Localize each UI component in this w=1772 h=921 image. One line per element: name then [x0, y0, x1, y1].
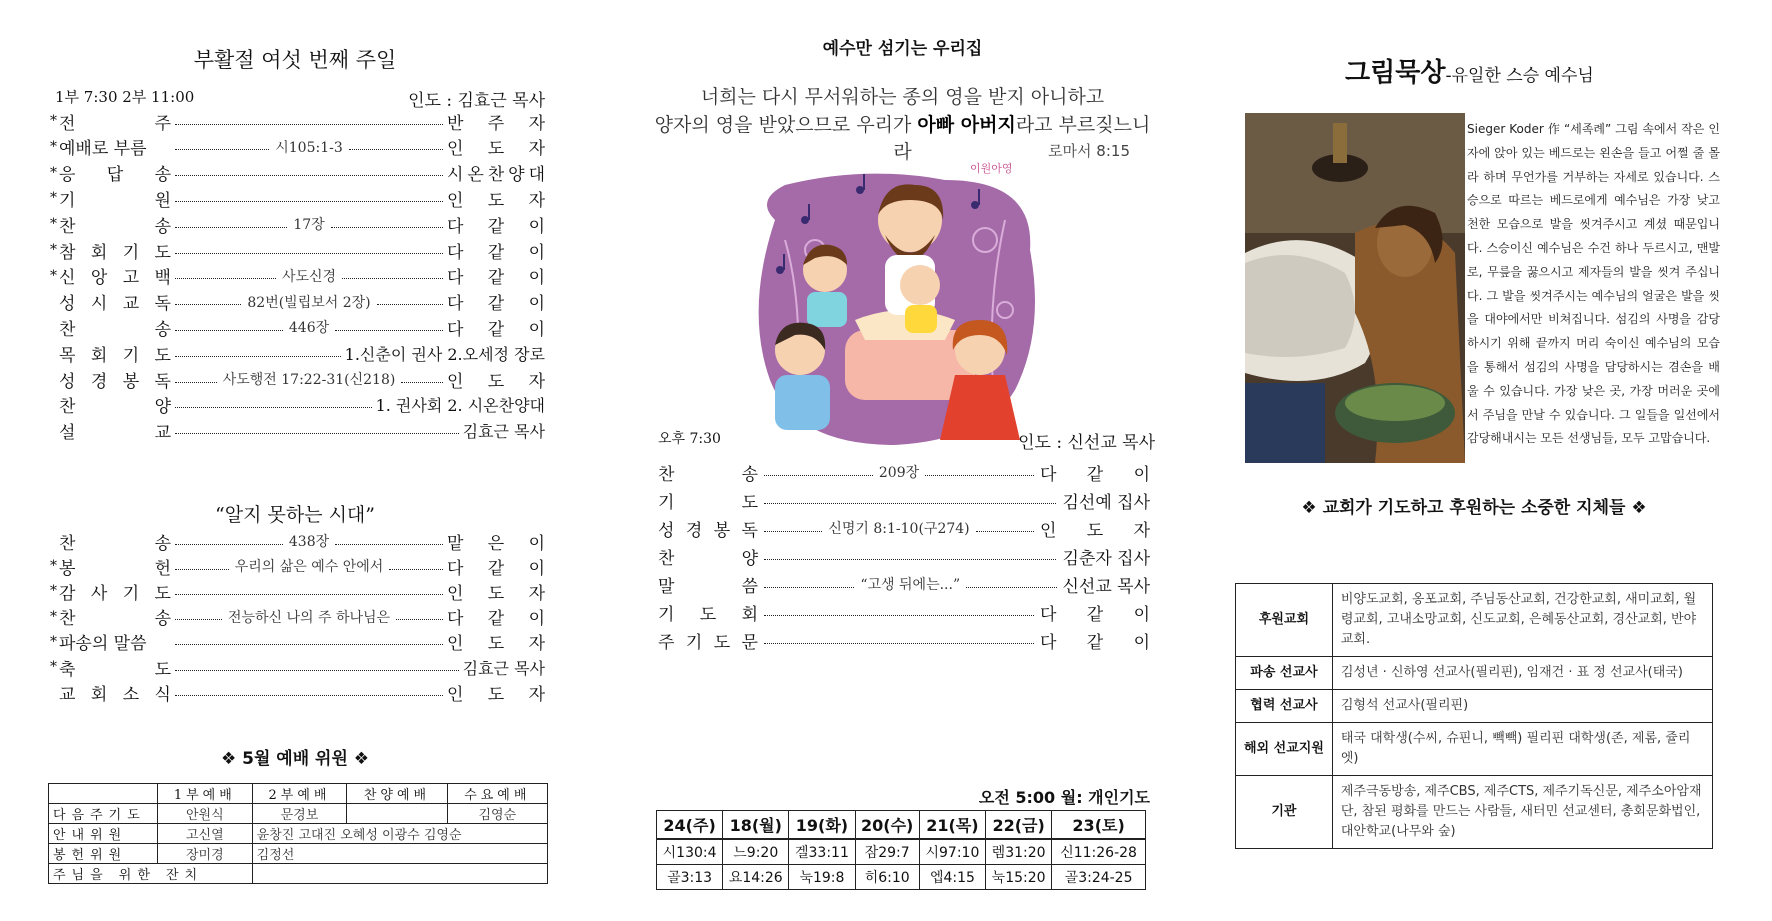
leader-dots	[175, 664, 459, 671]
duty-cell: 장미경	[158, 844, 253, 864]
standing-mark: *	[50, 216, 57, 233]
order-row	[45, 528, 545, 554]
order-item-name: 찬 양	[658, 548, 758, 569]
duty-cell: 고신열	[158, 824, 253, 844]
order-item-name: 신 앙 고 백	[59, 268, 171, 289]
order-item-content: 시105:1-3	[275, 139, 343, 156]
support-category: 파송 선교사	[1236, 657, 1333, 690]
order-item-name: 찬 송	[59, 533, 171, 554]
order-item-name: 성 경 봉 독	[59, 371, 171, 392]
order-item-name: 말 씀	[658, 576, 758, 597]
order-item-leader: 맡 은 이	[447, 533, 545, 554]
order-item-content: 전능하신 나의 주 하나님은	[227, 609, 391, 626]
leader-dots	[175, 607, 443, 627]
duty-cell: 안원식	[158, 804, 253, 824]
support-category: 협력 선교사	[1236, 690, 1333, 723]
duty-header: 2부예배	[252, 784, 347, 804]
leader-dots	[764, 574, 1056, 594]
order-item-leader: 김선예 집사	[1062, 492, 1150, 513]
duty-row-label: 봉헌위원	[49, 844, 158, 864]
order-item-leader: 반 주 자	[447, 113, 545, 134]
support-entries: 제주극동방송, 제주CBS, 제주CTS, 제주기독신문, 제주소아암재단, 참된 평화를 만드는 사람들, 새터민 선교센터, 총회문화법인, 대안학교(나무와 숲)	[1332, 776, 1712, 849]
order-row	[650, 626, 1150, 654]
order-item-name: 파송의 말씀	[59, 634, 147, 655]
verse-line-1: 너희는 다시 무서워하는 종의 영을 받지 아니하고	[700, 86, 1105, 108]
duty-row-label: 안내위원	[49, 824, 158, 844]
leader-dots	[764, 553, 1056, 560]
order-item-leader: 시 온 찬 양 대	[447, 165, 545, 186]
leader-dots	[175, 369, 443, 389]
duty-table	[48, 783, 548, 884]
order-item-name: 교 회 소 식	[59, 684, 171, 705]
standing-mark: *	[50, 190, 57, 207]
duty-cell: 김정선	[252, 844, 547, 864]
leader-dots	[175, 556, 443, 576]
standing-mark: *	[50, 113, 57, 129]
order-item-name: 목 회 기 도	[59, 345, 171, 366]
leader-dots	[175, 317, 443, 337]
leader-dots	[175, 247, 443, 254]
leader-dots	[175, 427, 459, 434]
daily-reading-table	[656, 810, 1146, 890]
support-category: 해외 선교지원	[1236, 723, 1333, 776]
order-row	[45, 654, 545, 680]
leader-dots	[764, 609, 1034, 616]
leader-dots	[764, 497, 1056, 504]
leader-dots	[175, 266, 443, 286]
order-item-name: 참 회 기 도	[59, 242, 171, 263]
meditation-text	[1245, 118, 1720, 463]
order-item-name: 기 도 회	[658, 604, 758, 625]
reading-1: 잠29:7	[855, 839, 919, 865]
support-entries: 비양도교회, 옹포교회, 주님동산교회, 건강한교회, 새미교회, 월령교회, 고내소망교회, 신도교회, 은혜동산교회, 경산교회, 반야교회.	[1332, 584, 1712, 657]
order-item-name: 설 교	[59, 423, 171, 444]
order-item-leader: 다 같 이	[447, 294, 545, 315]
illustration-signature: 이원아영	[970, 162, 1013, 175]
verse-reference: 로마서 8:15	[1048, 142, 1130, 160]
order-item-content: “고생 뒤에는...”	[860, 577, 961, 593]
order-row	[650, 598, 1150, 626]
order-item-name: 예배로 부름	[59, 139, 147, 160]
order-item-content: 446장	[288, 320, 330, 337]
order-row	[45, 160, 545, 186]
order-row	[45, 629, 545, 655]
order-row	[650, 458, 1150, 486]
reading-2: 눅19:8	[789, 865, 855, 890]
order-item-content: 우리의 삶은 예수 안에서	[234, 559, 384, 576]
order-item-leader: 인 도 자	[447, 371, 545, 392]
standing-mark: *	[50, 608, 57, 625]
week-day: 24(주)	[657, 811, 723, 840]
reading-2: 골3:24-25	[1052, 865, 1146, 890]
order-item-leader: 다 같 이	[447, 216, 545, 237]
support-row	[1236, 690, 1713, 723]
duty-row-label: 주님을 위한 잔치	[49, 864, 253, 884]
duty-header-blank	[49, 784, 158, 804]
order-item-leader: 인 도 자	[447, 190, 545, 211]
order-item-name: 기 도	[658, 492, 758, 513]
order-row	[45, 418, 545, 444]
order-row	[45, 553, 545, 579]
order-item-content: 82번(빌립보서 2장)	[247, 294, 371, 311]
standing-mark: *	[50, 267, 57, 284]
reading-1: 시130:4	[657, 839, 723, 865]
order-item-content: 사도신경	[281, 268, 337, 285]
verse-text: 라고 부르짖느니라	[893, 114, 1151, 163]
duty-heading: ❖ 5월 예배 위원 ❖	[220, 749, 370, 769]
reading-1: 느9:20	[723, 839, 789, 865]
meditation-body: Sieger Koder 作 “세족례” 그림 속에서 작은 인자에 앉아 있는 베드로는 왼손을 들고 어쩔 줄 몰라 하며 무언가를 거부하는 자세로 있습니다. 스승으로 따르는 베드로에게 예수님은 가장 낮고 천한 모습으로 발을 씻겨주시고 계셨 때문입니다. 스승이신 예수님은 수건 하나 두르시고, 맨발로, 무릎을 꿇으시고 제자들의 발을 씻겨 주십니다. 그 발을 씻겨주시는 예수님의 얼굴은 발을 씻을 대야에서만 비쳐집니다. 섬김의 사명을 감당하시기 위해 끝까지 머리 숙이신 예수님의 모습을 통해서 섬김의 사명을 담당하시는 겸손을 배울 수 있습니다. 가장 낮은 곳, 가장 머러운 곳에서 주님을 만날 수 있습니다. 그 일들을 일선에서 감당해내시는 모든 선생님들, 모두 고맙습니다.	[1467, 122, 1720, 446]
order-item-name: 찬 송	[59, 319, 171, 340]
order-row	[650, 514, 1150, 542]
order-item-leader: 다 같 이	[447, 609, 545, 630]
reading-1: 렘31:20	[986, 839, 1052, 865]
week-day: 19(화)	[789, 811, 855, 840]
service-times: 1부 7:30 2부 11:00	[55, 88, 195, 106]
leader-dots	[175, 638, 443, 645]
leader-dots	[175, 137, 443, 157]
reading-1: 신11:26-28	[1052, 839, 1146, 865]
order-item-name: 찬 송	[59, 216, 171, 237]
order-item-leader: 1.신춘이 권사 2.오세정 장로	[344, 344, 545, 364]
duty-header: 1부예배	[158, 784, 253, 804]
order-row	[45, 392, 545, 418]
leader-dots	[175, 588, 443, 595]
reading-2: 엡4:15	[919, 865, 985, 890]
order-item-content: 17장	[293, 217, 325, 234]
duty-row-label: 다음주기도	[49, 804, 158, 824]
order-item-name: 기 원	[59, 190, 171, 211]
leader-dots	[175, 350, 341, 357]
standing-mark: *	[50, 242, 57, 258]
order-item-leader: 다 같 이	[447, 319, 545, 340]
support-row	[1236, 776, 1713, 849]
week-day: 22(금)	[986, 811, 1052, 840]
verse-emphasis: 아빠 아버지	[917, 114, 1016, 136]
reading-2: 골3:13	[657, 865, 723, 890]
order-item-name: 성 시 교 독	[59, 294, 171, 315]
order-item-name: 찬 송	[658, 464, 758, 485]
section-title: 예수만 섬기는 우리집	[822, 39, 983, 59]
evening-leader: 인도 : 신선교 목사	[1018, 433, 1155, 453]
order-row	[45, 340, 545, 366]
week-day: 20(수)	[855, 811, 919, 840]
meditation-title	[1345, 52, 1594, 89]
order-item-leader: 신선교 목사	[1062, 576, 1150, 597]
order-row	[45, 237, 545, 263]
order-item-leader: 인 도 자	[447, 583, 545, 604]
support-entries: 김성년 · 신하영 선교사(필리핀), 임재건 · 표 정 선교사(태국)	[1332, 657, 1712, 690]
sermon-title: “알지 못하는 시대”	[215, 504, 375, 526]
week-day: 18(월)	[723, 811, 789, 840]
order-item-name: 응 답 송	[59, 165, 171, 186]
duty-cell: 김영순	[447, 804, 547, 824]
reading-2: 히6:10	[855, 865, 919, 890]
support-row	[1236, 723, 1713, 776]
leader-dots	[175, 195, 443, 202]
reading-1: 시97:10	[919, 839, 985, 865]
order-item-name: 축 도	[59, 659, 171, 680]
standing-mark: *	[50, 558, 57, 575]
order-item-name: 주 기 도 문	[658, 632, 758, 653]
order-item-name: 찬 송	[59, 609, 171, 630]
family-worship-illustration	[745, 160, 1045, 450]
standing-mark: *	[50, 164, 57, 181]
leader-dots	[764, 518, 1034, 538]
duty-cell: 문경보	[252, 804, 347, 824]
order-row	[650, 542, 1150, 570]
leader-dots	[175, 169, 443, 176]
page-title: 부활절 여섯 번째 주일	[193, 48, 397, 72]
standing-mark: *	[50, 659, 57, 675]
order-item-leader: 다 같 이	[1040, 464, 1150, 485]
order-item-leader: 다 같 이	[447, 268, 545, 289]
duty-cell: 윤창진 고대진 오혜성 이광수 김영순	[252, 824, 547, 844]
standing-mark: *	[50, 138, 57, 155]
order-item-leader: 다 같 이	[1040, 604, 1150, 625]
order-item-leader: 인 도 자	[447, 634, 545, 655]
support-heading: ❖ 교회가 기도하고 후원하는 소중한 지체들 ❖	[1301, 498, 1647, 518]
order-item-leader: 인 도 자	[447, 139, 545, 160]
order-row	[45, 108, 545, 134]
order-row	[45, 211, 545, 237]
duty-header: 수요예배	[447, 784, 547, 804]
standing-mark: *	[50, 583, 57, 600]
order-item-name: 성 경 봉 독	[658, 520, 758, 541]
order-item-leader: 다 같 이	[447, 558, 545, 579]
support-row	[1236, 584, 1713, 657]
order-item-name: 찬 양	[59, 397, 171, 418]
support-entries: 김형석 선교사(필리핀)	[1332, 690, 1712, 723]
order-item-name: 봉 헌	[59, 558, 171, 579]
order-item-leader: 인 도 자	[1040, 520, 1150, 541]
order-item-leader: 1. 권사회 2. 시온찬양대	[375, 396, 545, 416]
leader-dots	[175, 531, 443, 551]
support-entries: 태국 대학생(수씨, 슈핀니, 빽빽) 필리핀 대학생(존, 제롬, 쥴리엣)	[1332, 723, 1712, 776]
leader-dots	[175, 689, 443, 696]
order-item-name: 전 주	[59, 113, 171, 134]
order-item-leader: 다 같 이	[447, 242, 545, 263]
duty-header: 찬양예배	[347, 784, 447, 804]
order-item-content: 사도행전 17:22-31(신218)	[222, 372, 396, 388]
order-row	[45, 604, 545, 630]
leader-dots	[175, 401, 372, 408]
order-row	[45, 134, 545, 160]
support-category: 후원교회	[1236, 584, 1333, 657]
order-item-leader: 김효근 목사	[462, 658, 545, 678]
order-row	[45, 679, 545, 705]
service-leader: 인도 : 김효근 목사	[408, 91, 545, 111]
order-item-content: 209장	[878, 465, 920, 481]
order-item-leader: 김춘자 집사	[1062, 548, 1150, 569]
order-row	[45, 366, 545, 392]
duty-cell	[252, 864, 547, 884]
reading-2: 눅15:20	[986, 865, 1052, 890]
order-row	[45, 185, 545, 211]
meditation-subtitle: -유일한 스승 예수님	[1445, 66, 1594, 86]
support-category: 기관	[1236, 776, 1333, 849]
leader-dots	[175, 292, 443, 312]
standing-mark: *	[50, 633, 57, 650]
order-item-name: 감 사 기 도	[59, 583, 171, 604]
verse-text: 양자의 영을 받았으므로 우리가	[654, 114, 918, 136]
reading-1: 겔33:11	[789, 839, 855, 865]
order-row	[650, 486, 1150, 514]
order-item-leader: 김효근 목사	[462, 422, 545, 442]
order-row	[650, 570, 1150, 598]
evening-time: 오후 7:30	[658, 431, 721, 447]
order-item-content: 438장	[288, 534, 330, 550]
order-item-content: 신명기 8:1-10(구274)	[828, 521, 970, 537]
order-row	[45, 578, 545, 604]
order-row	[45, 289, 545, 315]
leader-dots	[175, 118, 443, 125]
reading-2: 요14:26	[723, 865, 789, 890]
order-row	[45, 263, 545, 289]
support-row	[1236, 657, 1713, 690]
leader-dots	[764, 462, 1034, 482]
week-day: 23(토)	[1052, 811, 1146, 840]
order-item-leader: 인 도 자	[447, 684, 545, 705]
week-day: 21(목)	[919, 811, 985, 840]
leader-dots	[764, 637, 1034, 644]
support-table	[1235, 583, 1713, 849]
duty-cell	[347, 804, 447, 824]
leader-dots	[175, 214, 443, 234]
order-item-leader: 다 같 이	[1040, 632, 1150, 653]
order-row	[45, 314, 545, 340]
meditation-title-main: 그림묵상	[1345, 58, 1446, 88]
daily-prayer-note: 오전 5:00 월: 개인기도	[978, 788, 1150, 807]
